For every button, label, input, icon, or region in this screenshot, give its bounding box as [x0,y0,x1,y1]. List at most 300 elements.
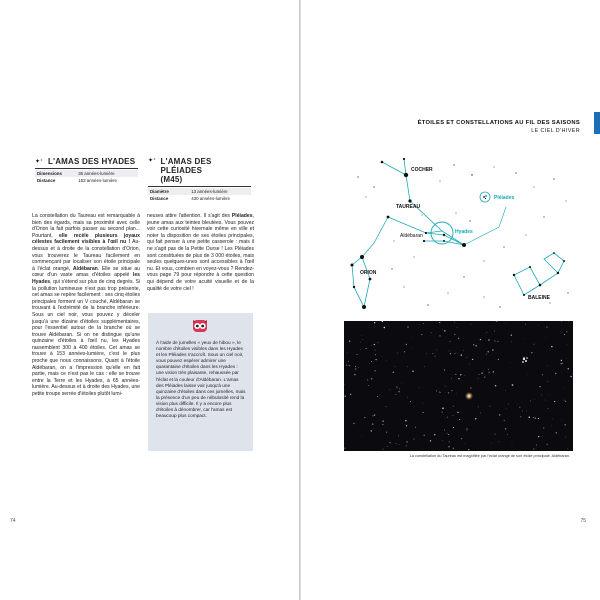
photo-star [423,412,424,413]
photo-star [486,354,487,355]
hyades-info-table [35,170,138,184]
faint-star [553,178,554,179]
aldebaran-photo-star [468,395,471,398]
photo-star [378,342,379,343]
photo-star [566,331,567,332]
faint-star [453,164,454,165]
faint-star [404,287,405,288]
map-label-aldebaran: Aldébaran [400,233,423,239]
photo-star [494,434,495,435]
photo-star [546,327,547,328]
photo-star [565,401,566,402]
faint-star [471,174,472,175]
faint-star [484,297,485,298]
photo-star [387,446,388,447]
photo-star [495,434,496,435]
photo-star [374,370,375,371]
photo-star [495,385,496,386]
pleiades-photo-star [523,358,525,360]
photo-star [421,334,422,335]
map-label-orion: ORION [360,270,377,276]
faint-star [427,304,428,305]
star-betelgeuse [360,255,364,259]
photo-star [364,417,365,418]
photo-star [453,427,454,428]
photo-star [444,369,445,370]
star [408,199,411,202]
map-label-cocher: COCHER [411,167,433,173]
photo-star [360,350,361,351]
photo-star [382,420,383,421]
photo-star [448,446,449,447]
photo-star [374,322,375,323]
pleiades-box-title: L'AMAS DES PLÉIADES [160,157,212,175]
photo-star [442,411,443,412]
photo-star [547,444,548,445]
photo-star [372,423,373,424]
orion-arm-line [362,217,388,257]
photo-star [548,408,549,409]
photo-star [536,445,537,446]
photo-star [512,384,514,386]
photo-star [372,415,373,416]
star-capella [404,173,408,177]
faint-star [515,172,516,173]
photo-star [505,390,506,391]
star [557,272,559,274]
photo-star [384,327,386,329]
photo-star [486,332,487,333]
photo-star [450,341,451,342]
faint-star [469,220,470,221]
photo-star [399,444,400,445]
pleiades-star [485,195,486,196]
photo-star [525,339,526,340]
photo-star [439,322,440,323]
photo-star [407,441,408,442]
photo-star [448,434,449,435]
photo-star [423,403,424,404]
faint-star [440,181,441,182]
photo-star [355,366,356,367]
photo-star [439,335,440,336]
photo-star [357,354,358,355]
photo-star [467,430,468,431]
photo-star [447,417,448,418]
photo-star [379,399,380,400]
photo-star [412,370,413,371]
faint-star [448,293,449,294]
photo-star [483,371,484,372]
photo-star [370,363,371,364]
sky-background [344,321,573,451]
photo-star [522,411,523,412]
photo-star [374,415,375,416]
photo-star [431,332,432,333]
body-text-column-2: neuses attire l'attention. Il s'agit des Pléiades, jeune amas aux teintes bleutées. Vous pouvez voir cette curiosité hivernale même en ville et noter la disposition de ses étoiles principales, qui fait penser à une petite casserole : mais il ne s'agit pas de la Petite Ourse ! Les Pléiades sont constituées de plus de 3 000 étoiles, mais seules quelques-unes sont accessibles à l'œil nu. Et vous, combien en voyez-vous ? Rendez-vous page 79 pour répondre à cette question qui dépend de votre acuité visuelle et de la qualité de votre ciel ! [147,213,254,292]
photo-star [346,365,347,366]
photo-star [455,353,456,354]
photo-star [389,389,390,390]
photo-star [468,449,469,450]
photo-star [484,377,485,378]
photo-star [554,401,555,402]
photo-star [567,344,568,345]
pleiades-photo-star [525,360,527,362]
baleine-head-line [540,253,564,285]
photo-star [433,353,434,354]
photo-star [453,448,455,450]
star [539,284,542,287]
photo-star [494,331,495,332]
photo-star [423,323,424,324]
photo-star [399,388,400,389]
star-map-svg [344,157,573,314]
photo-star [361,435,362,436]
photo-star [353,423,355,425]
photo-star [415,427,416,428]
page-number-right: 75 [580,518,586,524]
photo-star [507,434,508,435]
photo-star [568,321,569,322]
photo-star [528,374,529,375]
photo-star [360,342,361,343]
photo-star [424,366,425,367]
photo-star [519,407,520,408]
photo-star [531,352,533,354]
photo-star [448,392,449,393]
photo-star [493,371,494,372]
photo-star [371,378,373,380]
photo-star [542,374,543,375]
photo-star [499,441,500,442]
star-map [344,157,573,314]
photo-star [466,357,467,358]
photo-star [436,390,437,391]
right-page [301,0,600,600]
photo-star [371,430,372,431]
star-rigel [362,305,366,309]
photo-star [439,391,440,392]
star [423,240,425,242]
photo-star [463,350,464,351]
photo-star [447,433,448,434]
photo-star [547,365,548,366]
photo-star [535,417,536,418]
photo-star [411,337,412,338]
photo-star [552,419,553,420]
pleiades-star [485,198,486,199]
photo-star [525,324,526,325]
photo-star [565,437,566,438]
photo-star [348,365,349,366]
photo-star [398,391,399,392]
photo-star [545,400,546,401]
photo-star [494,340,495,341]
sparkle-icon: ✦⁺ [35,158,44,165]
photo-star [393,372,394,373]
photo-star [570,376,572,378]
baleine-line [514,267,540,295]
photo-star [475,345,476,346]
photo-star [465,443,466,444]
photo-star [406,344,407,345]
photo-star [374,344,375,345]
pleiades-info-table [148,188,251,202]
faint-star [366,197,367,198]
pleiades-box-subtitle: (M45) [160,175,183,184]
map-label-taureau: TAUREAU [396,204,421,210]
map-label-baleine: BALEINE [528,295,550,301]
star-aldebaran [462,243,466,247]
photo-star [400,419,401,420]
photo-caption: La constellation du Taureau est magnifiée par l'éclat orangé de son étoile principale, Aldébaran. [409,454,570,458]
table-row: Diamètre 13 années-lumière [148,188,251,195]
photo-star [520,416,521,417]
photo-star [564,424,566,426]
table-row: Distance 430 années-lumière [150,196,230,201]
star [443,234,445,236]
pleiades-star [483,196,485,198]
photo-star [375,350,376,351]
photo-star [538,436,539,437]
photo-star [371,361,372,362]
star [353,286,355,288]
faint-star [503,246,504,247]
photo-star [561,363,562,364]
photo-star [478,378,479,379]
photo-star [436,350,437,351]
photo-star [365,348,366,349]
table-row: Distance 153 années-lumière [37,178,117,183]
photo-star [382,424,383,425]
star [351,264,354,267]
photo-star [347,353,348,354]
photo-star [439,392,440,393]
section-subtitle: LE CIEL D'HIVER [531,128,580,134]
sparkle-icon: ✦⁺ [148,158,157,164]
taurus-night-sky-photo [344,321,573,451]
star [443,240,445,242]
photo-star [504,420,505,421]
photo-star [551,346,553,348]
photo-star [568,368,569,369]
photo-star [402,382,403,383]
photo-star [407,326,408,327]
photo-star [499,414,501,416]
faint-star [567,292,568,293]
photo-star [530,400,531,401]
photo-star [461,438,463,440]
photo-star [361,335,362,336]
photo-star [382,326,383,327]
photo-star [466,428,467,429]
photo-star [470,387,471,388]
photo-star [497,341,498,342]
pleiades-info-box [148,157,251,202]
photo-star [396,386,398,388]
cocher-line-2 [406,175,410,201]
photo-star [523,357,524,358]
photo-star [475,418,476,419]
photo-star [398,435,399,436]
photo-star [449,351,450,352]
photo-star [472,359,473,360]
faint-star [484,261,485,262]
star [513,274,515,276]
faint-star [566,201,567,202]
photo-star [368,385,369,386]
faint-star [422,215,423,216]
photo-star [454,334,455,335]
photo-star [461,354,462,355]
photo-star [538,418,539,419]
photo-star [566,358,567,359]
photo-star [481,373,482,374]
hyades-info-box [35,157,138,184]
photo-star [478,406,479,407]
photo-star [344,448,345,449]
photo-star [383,449,384,450]
photo-star [458,378,459,379]
photo-star [395,394,396,395]
photo-star [349,365,350,366]
photo-star [449,441,450,442]
photo-star [426,353,427,354]
star [563,260,565,262]
photo-star [406,425,407,426]
star [529,266,531,268]
orion-line [352,257,370,307]
hyades-box-title: L'AMAS DES HYADES [48,157,136,166]
owl-icon [192,319,208,333]
photo-star [547,381,548,382]
faint-star [394,241,395,242]
photo-star [424,435,425,436]
photo-star [490,406,491,407]
photo-star [456,394,457,395]
photo-star [395,366,396,367]
section-title: ÉTOILES ET CONSTELLATIONS AU FIL DES SAISONS [417,120,580,126]
photo-star [457,327,458,328]
photo-star [508,404,509,405]
photo-star [442,407,444,409]
photo-star [454,322,455,323]
faint-star [526,235,527,236]
photo-star [457,412,458,413]
tip-text: À l'aide de jumelles « yeux de hibou », le nombre d'étoiles visibles dans les Hyades et les Pléiades s'accroît. Sous un ciel noir, vous pouvez espérer admirer une quarantaine d'étoiles dans les Hyades : une vision très plaisante, rehaussée par l'éclat et la couleur d'Aldébaran. L'amas des Pléiades laisse voir jusqu'à une quinzaine d'étoiles dans ces jumelles, mais la présence d'un peu de nébulosité rend la vision plus difficile. Il y a encore plus d'étoiles à dénombrer, car l'amas est beaucoup plus compact. [156,340,246,419]
photo-star [367,379,368,380]
faint-star [543,216,544,217]
photo-star [561,360,562,361]
photo-star [430,440,431,441]
photo-star [458,338,459,339]
faint-star [494,167,495,168]
photo-star [555,373,556,374]
photo-star [406,445,407,446]
photo-star [413,438,414,439]
star [403,158,405,160]
photo-star [450,353,451,354]
photo-star [479,374,480,375]
photo-star [512,342,513,343]
faint-star [357,176,358,177]
photo-star [451,390,452,391]
faint-star [463,276,464,277]
faint-stars [357,164,568,307]
star [523,294,525,296]
photo-star [556,432,557,433]
faint-star [414,257,415,258]
photo-star [488,372,489,373]
section-color-tab [594,112,600,134]
photo-star [534,344,535,345]
night-sky-svg [344,321,573,451]
photo-star [505,428,507,430]
star [369,278,372,281]
photo-star [362,339,363,340]
table-row: Dimensions 35 années-lumière [35,170,138,177]
faint-star [391,268,392,269]
photo-star [488,351,489,352]
photo-star [397,353,398,354]
photo-star [453,406,454,407]
faint-star [534,187,535,188]
photo-star [396,443,397,444]
photo-star [564,400,565,401]
photo-star [480,339,481,340]
photo-star [376,359,377,360]
photo-star [497,321,498,322]
photo-star [541,395,542,396]
photo-star [349,340,350,341]
photo-star [533,417,534,418]
photo-star [491,443,492,444]
photo-star [371,345,372,346]
photo-star [455,374,456,375]
star [381,161,384,164]
body-text-column-1: La constellation du Taureau est remarquable à bien des égards, mais sa proximité avec celle d'Orion la fait parfois passer au second plan... Pourtant, elle recèle plusieurs joyaux célestes facilement visibles à l'œil nu ! Au-dessus et à droite de la constellation d'Orion, vous trouverez le Taureau facilement en commençant par localiser son étoile principale à l'éclat orangé, Aldébaran. Elle se situe au cœur d'un vaste amas d'étoiles appelé les Hyades, qui s'étend sur plus de cinq degrés. Si la pollution lumineuse n'est pas trop présente, cet amas se repère facilement : ses cinq étoiles principales forment un V couché, Aldébaran se trouvant à l'extrémité de la branche inférieure. Sous un ciel noir, vous pouvez y déceler jusqu'à une dizaine d'étoiles supplémentaires, pour l'essentiel autour de la branche où se trouve Aldébaran. Si on ne distingue qu'une quinzaine d'étoiles à l'œil nu, les Hyades rassemblent 300 à 400 étoiles. Cet amas se trouve à 153 années-lumière, c'est le plus proche que nous connaissons. Quant à l'étoile Aldébaran, on a l'impression qu'elle en fait partie, mais ce n'est pas le cas : elle se trouve entre la Terre et les Hyades, à 65 années-lumière. Au-dessus et à droite des Hyades, une petite troupe serrée d'étoiles plutôt lumi- [32,213,141,398]
photo-star [473,344,474,345]
pleiades-photo-star [526,357,528,359]
photo-star [488,339,490,341]
photo-star [345,395,346,396]
photo-star [453,415,454,416]
photo-star [386,432,387,433]
photo-star [445,387,446,388]
photo-star [488,369,489,370]
star [425,232,427,234]
photo-star [407,366,408,367]
photo-star [354,374,355,375]
photo-star [375,354,376,355]
photo-star [444,430,445,431]
photo-star [529,416,531,418]
photo-star [492,349,494,351]
photo-star [451,378,452,379]
photo-star [498,359,499,360]
photo-star [543,428,544,429]
photo-star [533,448,534,449]
taureau-back-line [464,207,506,245]
photo-star [442,329,443,330]
photo-star [567,449,568,450]
photo-star [390,442,391,443]
photo-star [358,367,359,368]
photo-star [355,369,356,370]
photo-star [486,334,487,335]
photo-star [386,406,387,407]
